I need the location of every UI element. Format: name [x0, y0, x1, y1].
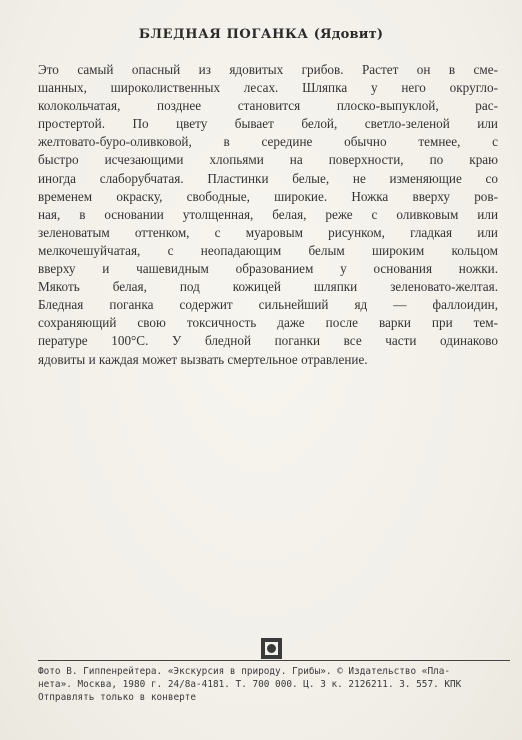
text-line: иногда слаборубчатая. Пластинки белые, не изменяющие со — [38, 170, 498, 186]
imprint-footer — [38, 665, 510, 704]
text-line: простертой. По цвету бывает белой, светло-зеленой или — [38, 116, 498, 132]
description-text — [38, 61, 498, 369]
publisher-logo-icon — [261, 638, 282, 659]
title-name: БЛЕДНАЯ ПОГАНКА — [138, 27, 309, 42]
text-line: временем окраску, свободные, широкие. Ножка вверху ров- — [38, 188, 498, 204]
logo-dot — [267, 644, 276, 653]
text-line: быстро исчезающими хлопьями на поверхности, по краю — [38, 152, 498, 168]
text-line: желтовато-буро-оливковой, в середине обычно темнее, с — [38, 134, 498, 150]
text-line: пературе 100°С. У бледной поганки все части одинаково — [38, 333, 498, 349]
text-line: вверху и чашевидным образованием у основания ножки. — [38, 261, 498, 277]
imprint-line: нета». Москва, 1980 г. 24/8а-4181. Т. 700 000. Ц. 3 к. 2126211. З. 557. КПК — [38, 679, 462, 690]
text-line: ная, в основании утолщенная, белая, реже с оливковым или — [38, 206, 498, 222]
footer-divider — [38, 660, 510, 661]
text-line: зеленоватым оттенком, с муаровым рисунком, гладкая или — [38, 224, 498, 240]
text-line: колокольчатая, позднее становится плоско-выпуклой, рас- — [38, 98, 498, 114]
text-line: сохраняющий свою токсичность даже после варки при тем- — [38, 315, 498, 331]
text-line: мелкочешуйчатая, с неопадающим белым широким кольцом — [38, 242, 498, 258]
title-poison-note: (Ядовит) — [313, 27, 384, 42]
text-line: Это самый опасный из ядовитых грибов. Растет он в сме- — [38, 62, 498, 77]
page-title — [0, 27, 522, 42]
text-line: шанных, широколиственных лесах. Шляпка у него округло- — [38, 80, 498, 96]
imprint-line: Отправлять только в конверте — [38, 692, 197, 703]
text-line: Мякоть белая, под кожицей шляпки зеленовато-желтая. — [38, 279, 498, 295]
text-line: Бледная поганка содержит сильнейший яд — фаллоидин, — [38, 297, 498, 313]
imprint-line: Фото В. Гиппенрейтера. «Экскурсия в природу. Грибы». © Издательство «Пла- — [38, 666, 451, 677]
text-line: ядовиты и каждая может вызвать смертельное отравление. — [38, 351, 368, 367]
